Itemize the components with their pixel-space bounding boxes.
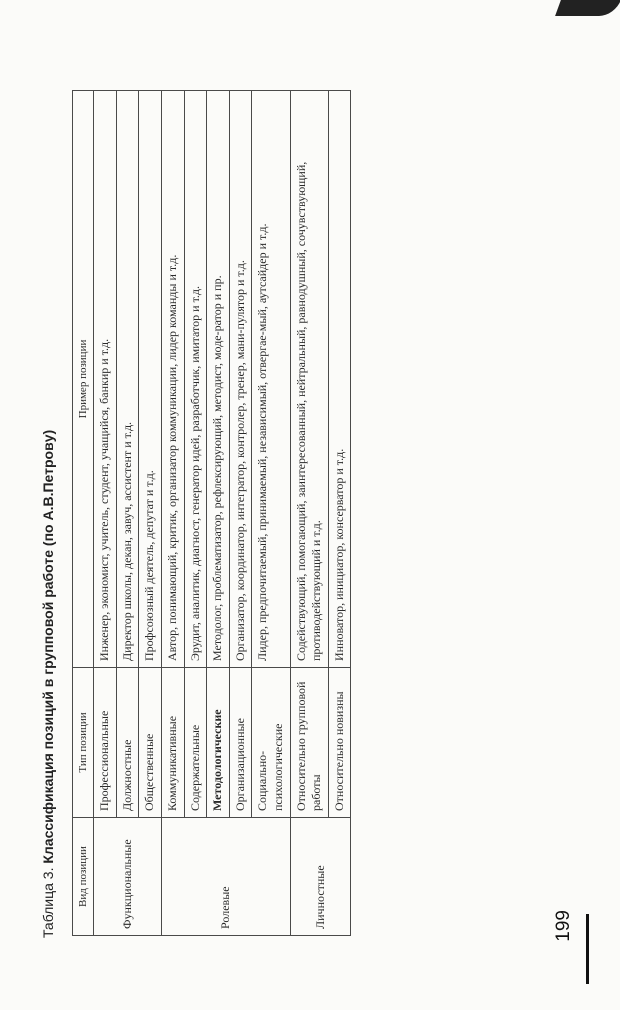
table-row — [162, 91, 185, 936]
header-row — [73, 91, 94, 936]
table-caption — [40, 430, 56, 938]
table-row — [184, 91, 207, 936]
table-row — [94, 91, 117, 936]
table-row — [252, 91, 290, 936]
page-number-rule — [586, 914, 589, 984]
caption-prefix: Таблица 3. — [40, 867, 56, 938]
type-cell: Методологические — [207, 668, 230, 818]
type-cell: Должностные — [116, 668, 139, 818]
classification-table — [72, 90, 351, 936]
type-cell: Профессиональные — [94, 668, 117, 818]
table-row — [328, 91, 351, 936]
table-row — [116, 91, 139, 936]
type-cell: Организационные — [229, 668, 252, 818]
example-cell: Инноватор, инициатор, консерватор и т.д. — [328, 91, 351, 668]
caption-title: Классификация позиций в групповой работе (по А.В.Петровy) — [40, 429, 56, 864]
type-cell: Содержательные — [184, 668, 207, 818]
example-cell: Содействующий, помогающий, заинтересованный, нейтральный, равнодушный, сочувствующий, противодействующий и т.д. — [290, 91, 328, 668]
example-cell: Эрудит, аналитик, диагност, генератор идей, разработчик, имитатор и т.д. — [184, 91, 207, 668]
table-row — [229, 91, 252, 936]
kind-cell: Функциональные — [94, 818, 162, 936]
example-cell: Организатор, координатор, интегратор, контролер, тренер, мани-пулятор и т.д. — [229, 91, 252, 668]
example-cell: Автор, понимающий, критик, организатор коммуникации, лидер команды и т.д. — [162, 91, 185, 668]
kind-cell: Личностные — [290, 818, 351, 936]
type-cell: Относительно групповой работы — [290, 668, 328, 818]
page-number: 199 — [553, 910, 574, 942]
example-cell: Профсоюзный деятель, депутат и т.д. — [139, 91, 162, 668]
kind-cell: Ролевые — [162, 818, 291, 936]
table-row — [290, 91, 328, 936]
header-kind: Вид позиции — [73, 818, 94, 936]
type-cell: Коммуникативные — [162, 668, 185, 818]
table-row — [139, 91, 162, 936]
header-type: Тип позиции — [73, 668, 94, 818]
example-cell: Лидер, предпочитаемый, принимаемый, независимый, отвергае-мый, аутсайдер и т.д. — [252, 91, 290, 668]
example-cell: Директор школы, декан, завуч, ассистент и т.д. — [116, 91, 139, 668]
header-example: Пример позиции — [73, 91, 94, 668]
type-cell: Общественные — [139, 668, 162, 818]
example-cell: Инженер, экономист, учитель, студент, учащийся, банкир и т.д. — [94, 91, 117, 668]
table-row — [207, 91, 230, 936]
type-cell: Социально-психологические — [252, 668, 290, 818]
example-cell: Методолог, проблематизатор, рефлексирующий, методист, моде-ратор и пр. — [207, 91, 230, 668]
type-cell: Относительно новизны — [328, 668, 351, 818]
